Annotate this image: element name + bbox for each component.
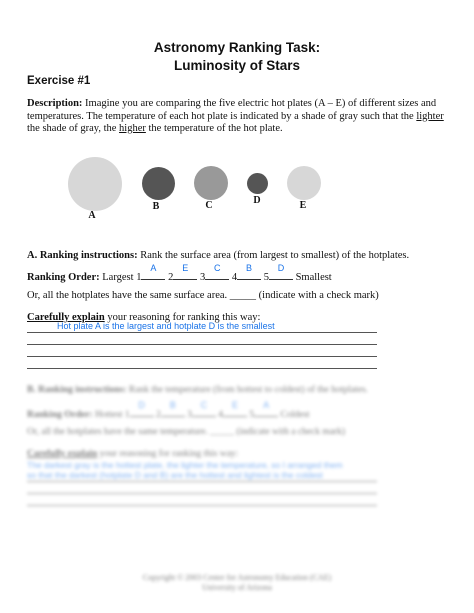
description <box>27 98 447 136</box>
rank-answer: D <box>277 263 285 273</box>
hotplate-c <box>194 166 228 200</box>
answer-line[interactable] <box>27 493 377 494</box>
rank-answer: D <box>138 400 145 410</box>
rank-slot[interactable] <box>254 400 278 417</box>
rank-number: 5 <box>249 410 255 420</box>
rank-number: 3 <box>187 410 192 420</box>
rank-answer: B <box>246 263 253 273</box>
rank-number: 2 <box>168 272 174 283</box>
part-a-instructions-label: A. Ranking instructions: <box>27 250 138 261</box>
rank-slot[interactable] <box>237 263 261 280</box>
rank-number: 2 <box>156 410 161 420</box>
rank-answer: C <box>200 400 208 410</box>
part-b-same-option: Or, all the hotplates have the same temperature. _____ (indicate with a check mark) <box>27 427 346 437</box>
rank-slot[interactable] <box>173 263 197 280</box>
description-lighter: lighter <box>416 110 444 122</box>
part-b-explain-prompt <box>27 449 238 459</box>
part-a-ranking-order <box>27 263 332 283</box>
rank-number: 5 <box>263 272 269 283</box>
rank-number: 3 <box>199 272 206 283</box>
rank-number: 4 <box>218 410 224 420</box>
rank-answer: E <box>232 400 239 410</box>
ranking-order-label: Ranking Order: <box>27 272 100 283</box>
part-b-ranking-order <box>27 400 310 420</box>
hotplate-label-e: E <box>299 200 307 211</box>
rank-number: 1 <box>124 410 130 420</box>
rank-answer: B <box>169 400 176 410</box>
exercise-heading: Exercise #1 <box>27 75 91 87</box>
answer-line[interactable] <box>27 356 377 357</box>
ranking-largest: Largest <box>102 272 134 283</box>
description-text-1: Imagine you are comparing the five electric hot plates (A – E) of different sizes and temperatures. The temperature of each hot plate is indicated by a shade of gray such that the <box>27 98 437 122</box>
ranking-smallest: Smallest <box>295 272 332 283</box>
hotplate-b <box>142 167 175 200</box>
footer-line-2: University of Arizona <box>202 583 272 592</box>
description-label: Description: <box>27 98 83 109</box>
rank-answer: A <box>263 400 270 410</box>
answer-line[interactable] <box>27 505 377 506</box>
description-higher: higher <box>119 123 146 134</box>
rank-slot[interactable] <box>130 400 154 417</box>
rank-answer: E <box>182 263 189 273</box>
part-a-instructions-text: Rank the surface area (from largest to smallest) of the hotplates. <box>140 250 410 261</box>
part-b-explain-label: Carefully explain <box>27 449 98 459</box>
hotplate-d <box>247 173 268 194</box>
part-b-explain-text: your reasoning for ranking this way: <box>99 449 239 459</box>
part-b-blurred-section <box>0 380 474 613</box>
rank-number: 1 <box>136 272 142 283</box>
hotplate-a <box>68 157 122 211</box>
rank-answer: C <box>213 263 221 273</box>
hotplate-label-b: B <box>152 201 160 212</box>
rank-number: 4 <box>231 272 238 283</box>
title-line-2: Luminosity of Stars <box>173 58 300 73</box>
part-b-explanation-1: The darkest gray is the hottest plate, the lighter the temperature, so I arranged them <box>27 460 343 470</box>
title-line-1: Astronomy Ranking Task: <box>153 40 321 55</box>
part-a-explanation: Hot plate A is the largest and hotplate D is the smallest <box>57 321 275 331</box>
hotplate-label-d: D <box>253 195 261 206</box>
hotplate-label-a: A <box>88 210 96 221</box>
part-b-largest: Hottest <box>95 410 123 420</box>
explain-label: Carefully explain <box>27 312 105 323</box>
rank-answer: A <box>150 263 157 273</box>
part-a-instructions <box>27 250 409 261</box>
part-b-instructions-label: B. Ranking instructions: <box>27 385 127 395</box>
footer-line-1: Copyright © 2003 Center for Astronomy Education (CAE) <box>142 573 332 582</box>
answer-line[interactable] <box>27 344 377 345</box>
part-a-same-option: Or, all the hotplates have the same surface area. _____ (indicate with a check mark) <box>27 290 379 301</box>
rank-slot[interactable] <box>141 263 165 280</box>
hotplate-e <box>287 166 321 200</box>
part-b-instructions-text: Rank the temperature (from hottest to coldest) of the hotplates. <box>128 385 368 395</box>
rank-slot[interactable] <box>161 400 185 417</box>
description-text-2: the shade of gray, the <box>27 123 117 134</box>
rank-slot[interactable] <box>205 263 229 280</box>
rank-slot[interactable] <box>269 263 293 280</box>
part-b-smallest: Coldest <box>280 410 310 420</box>
part-b-order-label: Ranking Order: <box>27 410 93 420</box>
answer-line[interactable] <box>27 332 377 333</box>
answer-line[interactable] <box>27 368 377 369</box>
answer-line[interactable] <box>27 481 377 482</box>
rank-slot[interactable] <box>223 400 247 417</box>
description-text-3: the temperature of the hot plate. <box>148 123 283 134</box>
part-b-instructions <box>27 385 368 395</box>
explain-text: your reasoning for ranking this way: <box>107 312 261 323</box>
hotplate-label-c: C <box>205 200 213 211</box>
rank-slot[interactable] <box>192 400 216 417</box>
part-b-explanation-2: so that the darkest (hotplate D and B) are the hottest and lightest is the coldest <box>27 470 323 480</box>
